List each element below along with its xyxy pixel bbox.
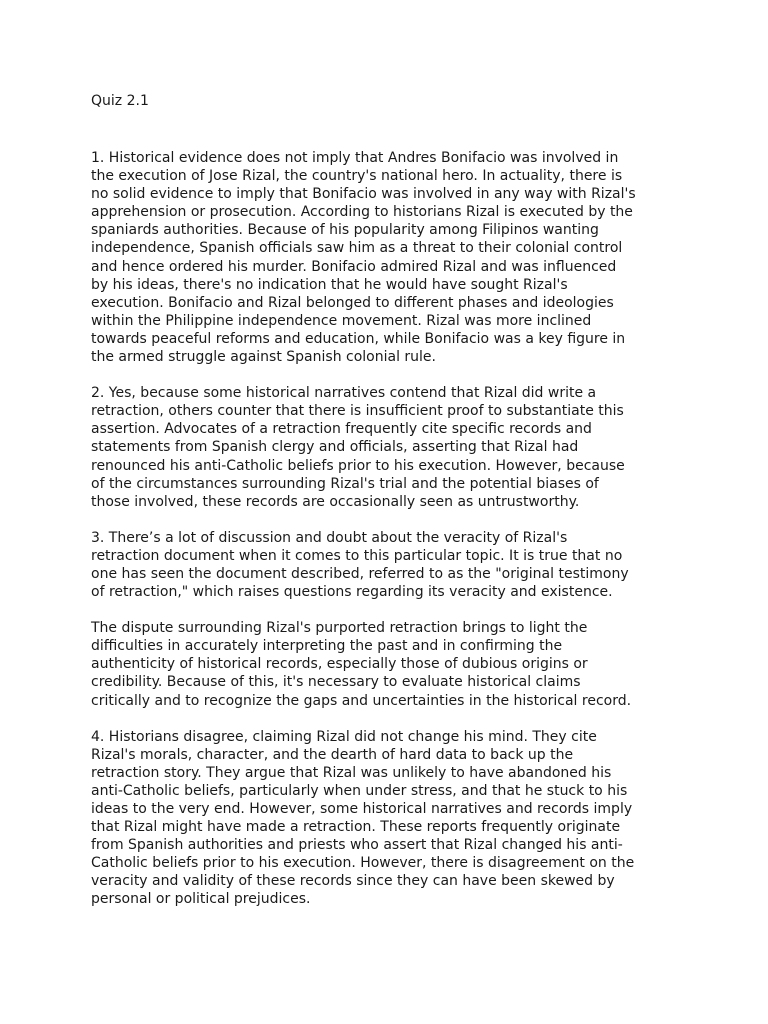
answer-paragraph-1: 1. Historical evidence does not imply that Andres Bonifacio was involved in the execution of Jose Rizal, the country's national hero. In actuality, there is no solid evidence to imply that Bonifacio was involved in any way with Rizal's apprehension or prosecution. According to historians Rizal is executed by the spaniards authorities. Because of his popularity among Filipinos wanting independence, Spanish officials saw him as a threat to their colonial control and hence ordered his murder. Bonifacio admired Rizal and was influenced by his ideas, there's no indication that he would have sought Rizal's execution. Bonifacio and Rizal belonged to different phases and ideologies within the Philippine independence movement. Rizal was more inclined towards peaceful reforms and education, while Bonifacio was a key figure in the armed struggle against Spanish colonial rule. (91, 150, 636, 366)
answer-paragraph-3: 3. There’s a lot of discussion and doubt about the veracity of Rizal's retraction document when it comes to this particular topic. It is true that no one has seen the document described, referred to as the "original testimony of retraction," which raises questions regarding its veracity and existence. (91, 529, 629, 601)
answer-paragraph-3-continued: The dispute surrounding Rizal's purported retraction brings to light the difficulties in accurately interpreting the past and in confirming the authenticity of historical records, especially those of dubious origins or credibility. Because of this, it's necessary to evaluate historical claims critically and to recognize the gaps and uncertainties in the historical record. (91, 620, 632, 709)
answer-paragraph-4: 4. Historians disagree, claiming Rizal did not change his mind. They cite Rizal's morals, character, and the dearth of hard data to back up the retraction story. They argue that Rizal was unlikely to have abandoned his anti-Catholic beliefs, particularly when under stress, and that he stuck to his ideas to the very end. However, some historical narratives and records imply that Rizal might have made a retraction. These reports frequently originate from Spanish authorities and priests who assert that Rizal changed his anti- Catholic beliefs prior to his execution. However, there is disagreement on the veracity and validity of these records since they can have been skewed by personal or political prejudices. (91, 728, 635, 908)
document-page (91, 91, 691, 927)
answer-paragraph-2: 2. Yes, because some historical narratives contend that Rizal did write a retraction, others counter that there is insufficient proof to substantiate this assertion. Advocates of a retraction frequently cite specific records and statements from Spanish clergy and officials, asserting that Rizal had renounced his anti-Catholic beliefs prior to his execution. However, because of the circumstances surrounding Rizal's trial and the potential biases of those involved, these records are occasionally seen as untrustworthy. (91, 385, 625, 510)
document-title: Quiz 2.1 (91, 93, 149, 109)
